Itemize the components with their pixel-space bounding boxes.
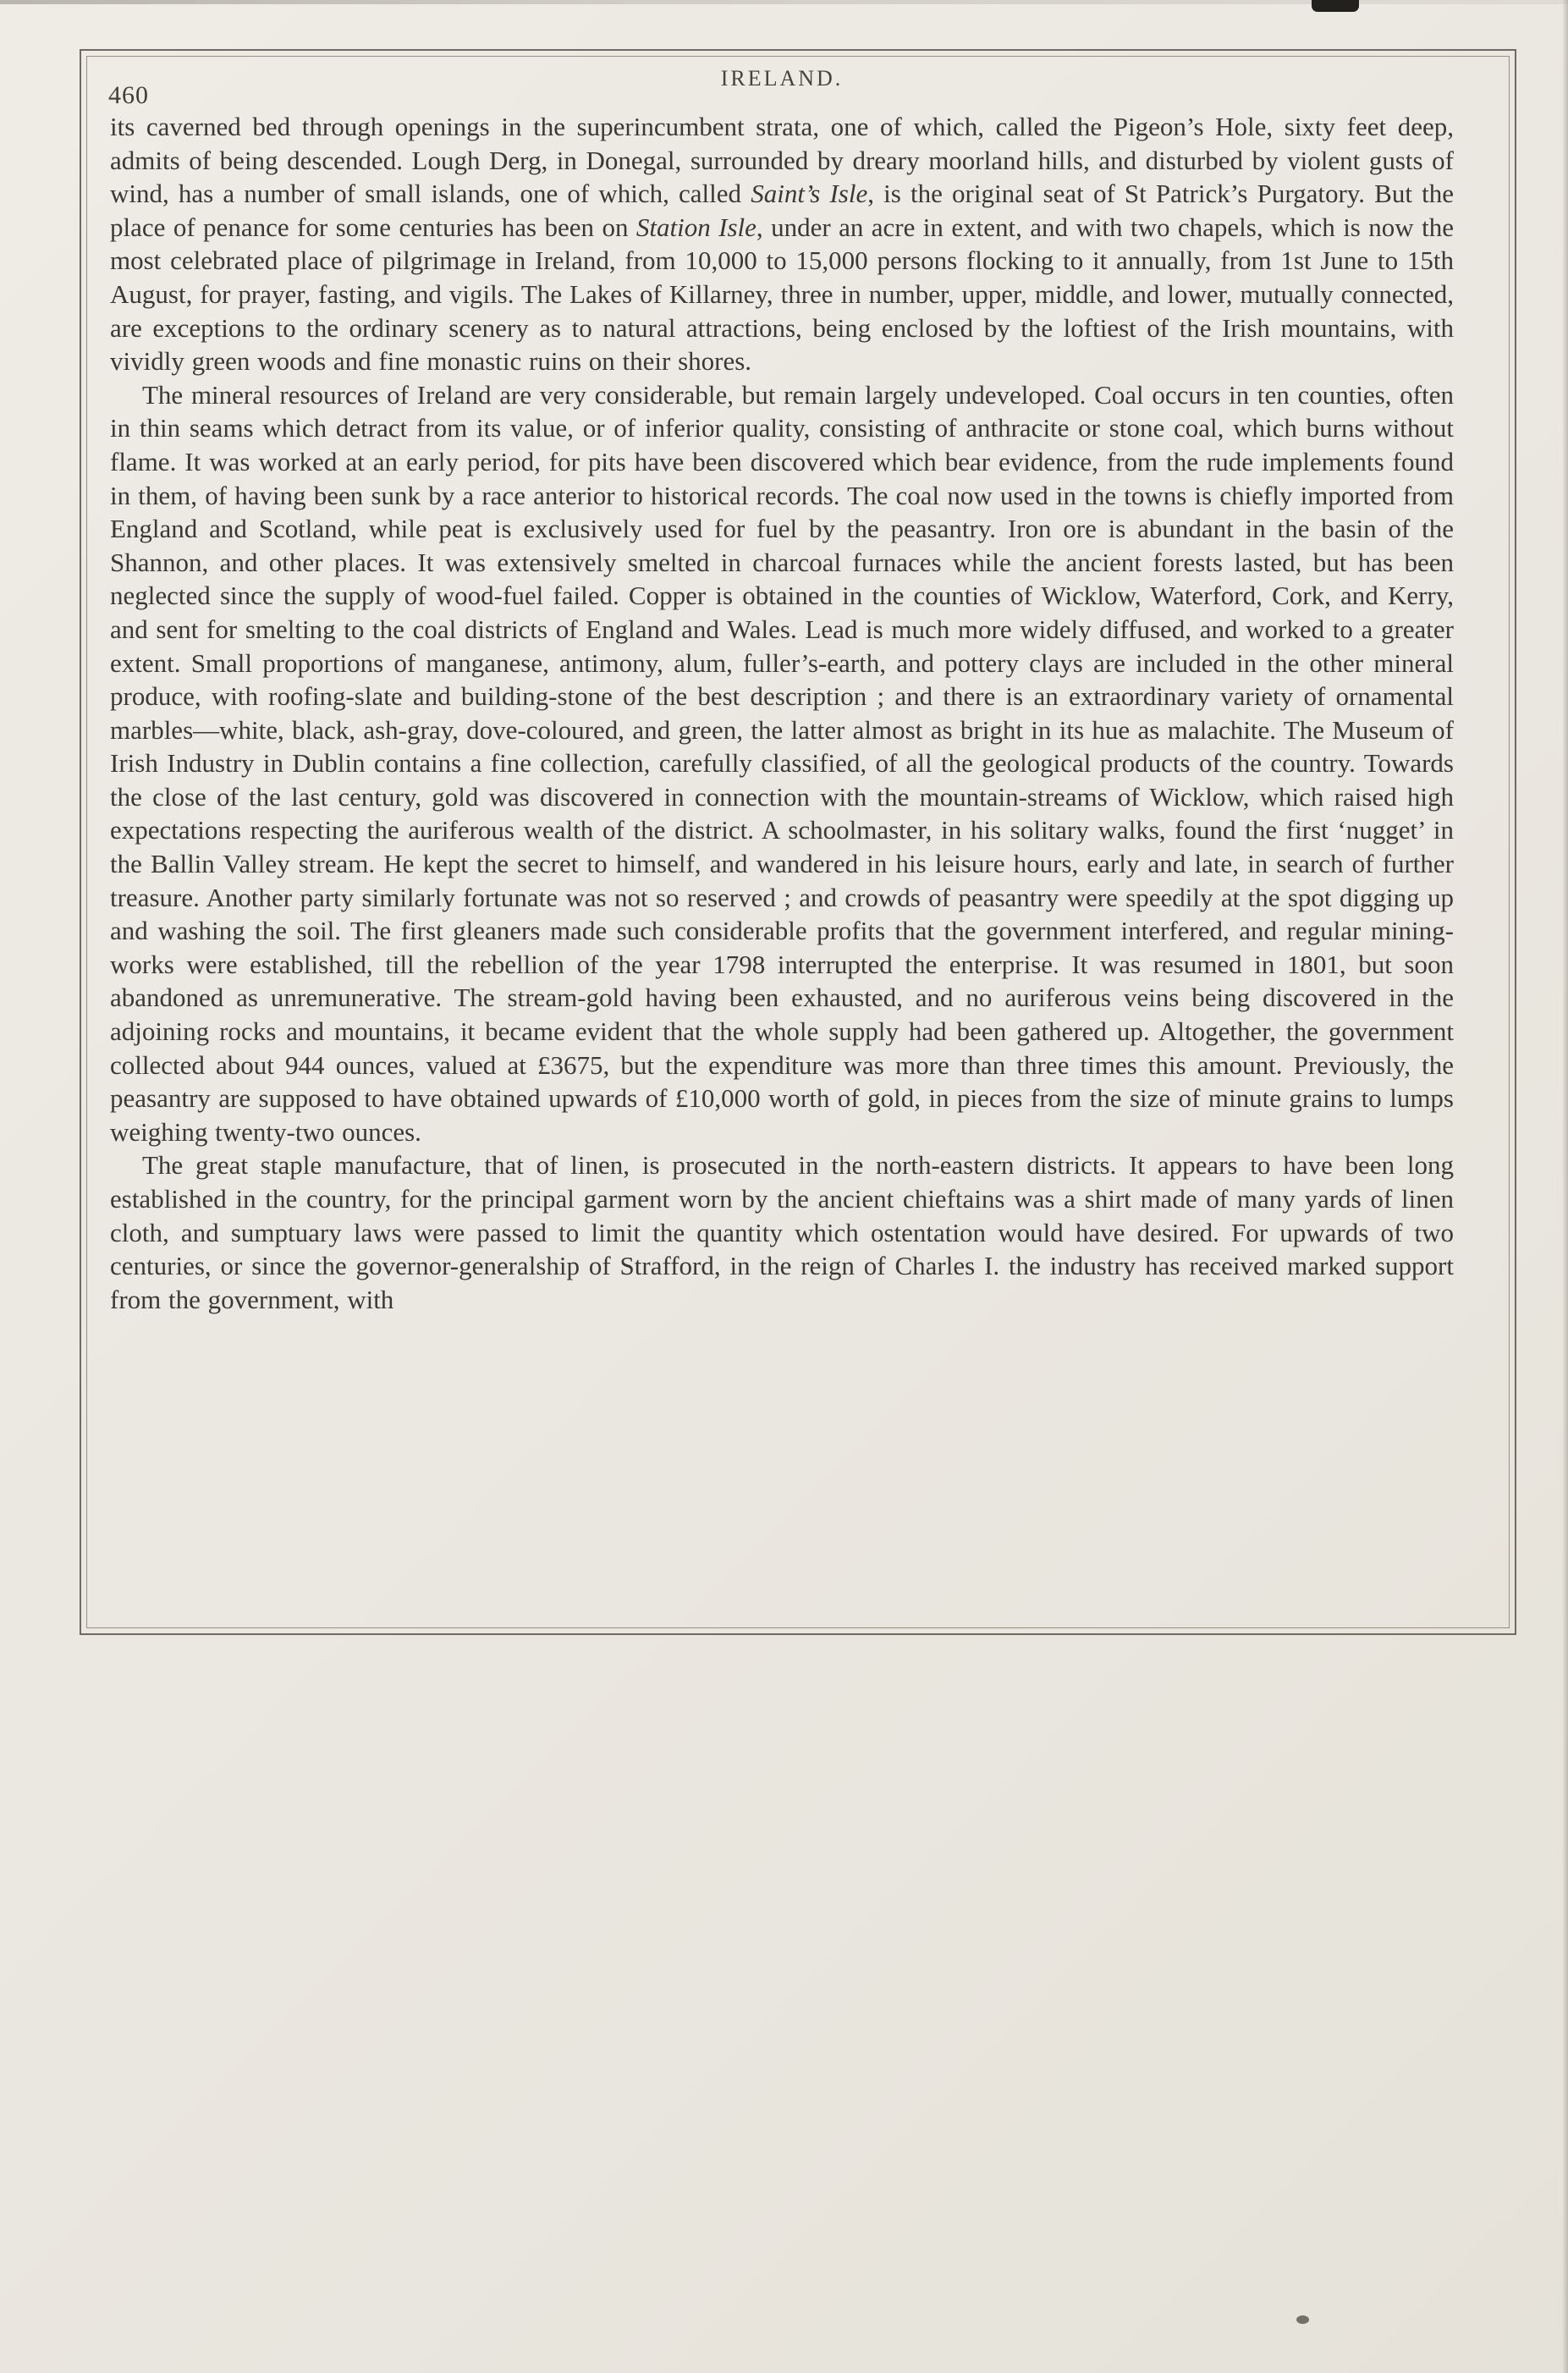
page-body [110, 110, 1454, 1316]
scan-artifact-speck [1296, 2315, 1309, 2324]
scan-artifact-blot [1312, 0, 1359, 12]
text-segment: , is the original seat of St Patrick’s Purgatory. But the place of penance for some centuries has been on [110, 179, 1454, 242]
page-number: 460 [108, 81, 149, 109]
text-segment: The great staple manufacture, that of linen, is prosecuted in the north-eastern districts. It appears to have been long established in the country, for the principal garment worn by the ancient chieftains was a shirt made of many yards of linen cloth, and sumptuary laws were passed to limit the quantity which ostentation would have desired. For upwards of two centuries, or since the governor-generalship of Strafford, in the reign of Charles I. the industry has received marked support from the government, with [110, 1150, 1454, 1314]
paragraph [110, 110, 1454, 378]
text-segment: its caverned bed through openings in the superincumbent strata, one of which, called the Pigeon’s Hole, sixty feet deep, admits of being descended. Lough Derg, in Donegal, surrounded by dreary moorland hills, and disturbed by violent gusts of wind, has a number of small islands, one of which, called [110, 112, 1454, 209]
scan-edge-right [1562, 0, 1568, 2373]
italic-text-segment: Saint’s Isle [751, 179, 868, 209]
paragraph [110, 1148, 1454, 1316]
text-segment: The mineral resources of Ireland are very considerable, but remain largely undeveloped. Coal occurs in ten counties, often in thin seams which detract from its value, or of inferior quality, consisting of anthracite or stone coal, which burns without flame. It was worked at an early period, for pits have been discovered which bear evidence, from the rude implements found in them, of having been sunk by a race anterior to historical records. The coal now used in the towns is chiefly imported from England and Scotland, while peat is exclusively used for fuel by the peasantry. Iron ore is abundant in the basin of the Shannon, and other places. It was extensively smelted in charcoal furnaces while the ancient forests lasted, but has been neglected since the supply of wood-fuel failed. Copper is obtained in the counties of Wicklow, Waterford, Cork, and Kerry, and sent for smelting to the coal districts of England and Wales. Lead is much more widely diffused, and worked to a greater extent. Small proportions of manganese, antimony, alum, fuller’s-earth, and pottery clays are included in the other mineral produce, with roofing-slate and building-stone of the best description ; and there is an extraordinary variety of ornamental marbles—white, black, ash-gray, dove-coloured, and green, the latter almost as bright in its hue as malachite. The Museum of Irish Industry in Dublin contains a fine collection, carefully classified, of all the geological products of the country. Towards the close of the last century, gold was discovered in connection with the mountain-streams of Wicklow, which raised high expectations respecting the auriferous wealth of the district. A schoolmaster, in his solitary walks, found the first ‘nugget’ in the Ballin Valley stream. He kept the secret to himself, and wandered in his leisure hours, early and late, in search of further treasure. Another party similarly fortunate was not so reserved ; and crowds of peasantry were speedily at the spot digging up and washing the soil. The first gleaners made such considerable profits that the government interfered, and regular mining-works were established, till the rebellion of the year 1798 interrupted the enterprise. It was resumed in 1801, but soon abandoned as unremunerative. The stream-gold having been exhausted, and no auriferous veins being discovered in the adjoining rocks and mountains, it became evident that the whole supply had been gathered up. Altogether, the government collected about 944 ounces, valued at £3675, but the expenditure was more than three times this amount. Previously, the peasantry are supposed to have obtained upwards of £10,000 worth of gold, in pieces from the size of minute grains to lumps weighing twenty-two ounces. [110, 379, 1454, 1147]
italic-text-segment: Station Isle [635, 212, 756, 242]
text-segment: , under an acre in extent, and with two chapels, which is now the most celebrated place of pilgrimage in Ireland, from 10,000 to 15,000 persons flocking to it annually, from 1st June to 15th August, for prayer, fasting, and vigils. The Lakes of Killarney, three in number, upper, middle, and lower, mutually connected, are exceptions to the ordinary scenery as to natural attractions, being enclosed by the loftiest of the Irish mountains, with vividly green woods and fine monastic ruins on their shores. [110, 212, 1454, 377]
running-header: IRELAND. [720, 66, 844, 91]
paragraph [110, 378, 1454, 1149]
